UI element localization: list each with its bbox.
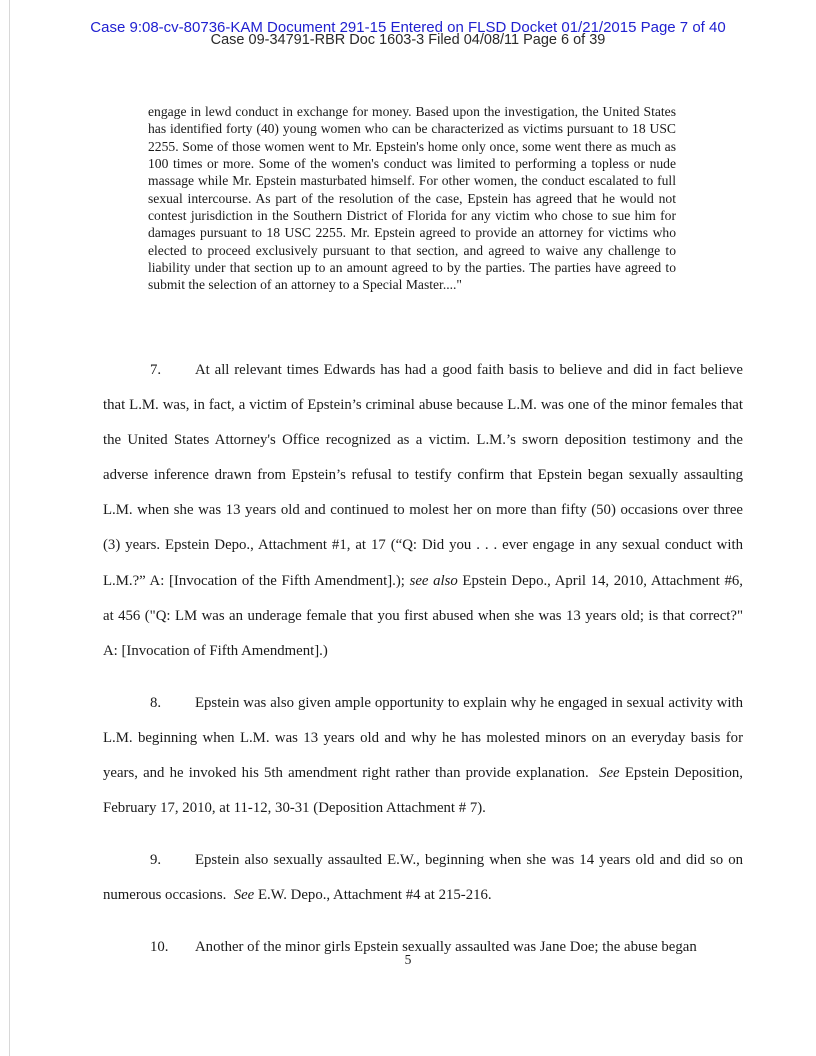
filing-header: Case 09-34791-RBR Doc 1603-3 Filed 04/08/11 Page 6 of 39	[210, 32, 606, 48]
paragraph-text: Another of the minor girls Epstein sexually assaulted was Jane Doe; the abuse began	[195, 939, 697, 956]
paragraph-8	[103, 686, 743, 826]
paragraph-number: 10.	[150, 939, 169, 956]
quoted-passage: engage in lewd conduct in exchange for money. Based upon the investigation, the United States has identified forty (40) young women who can be characterized as victims pursuant to 18 USC 2255. Some of those women went to Mr. Epstein's home only once, some went there as much as 100 times or more. Some of the women's conduct was limited to performing a topless or nude massage while Mr. Epstein masturbated himself. For other women, the conduct escalated to full sexual intercourse. As part of the resolution of the case, Epstein has agreed that he would not contest jurisdiction in the Southern District of Florida for any victim who chose to sue him for damages pursuant to 18 USC 2255. Mr. Epstein agreed to provide an attorney for victims who elected to proceed exclusively pursuant to that section, and agreed to waive any challenge to liability under that section up to an amount agreed to by the parties. The parties have agreed to submit the selection of an attorney to a Special Master...."	[148, 104, 676, 293]
paragraph-number: 7.	[150, 362, 162, 378]
court-docket-stamp: Case 9:08-cv-80736-KAM Document 291-15 Entered on FLSD Docket 01/21/2015 Page 7 of 40	[90, 19, 726, 36]
page-number: 5	[404, 952, 412, 967]
document-body	[103, 353, 743, 983]
paragraph-text: At all relevant times Edwards has had a good faith basis to believe and did in fact believe that L.M. was, in fact, a victim of Epstein’s criminal abuse because L.M. was one of the minor females that the United States Attorney's Office recognized as a victim. L.M.’s sworn deposition testimony and the adverse inference drawn from Epstein’s refusal to testify confirm that Epstein began sexually assaulting L.M. when she was 13 years old and continued to molest her on more than fifty (50) occasions over three (3) years. Epstein Depo., Attachment #1, at 17 (“Q: Did you . . . ever engage in any sexual conduct with L.M.?” A: [Invocation of the Fifth Amendment].);	[103, 362, 743, 589]
paragraph-text: E.W. Depo., Attachment #4 at 215-216.	[257, 887, 492, 904]
page-edge-rule	[9, 0, 10, 1056]
paragraph-7	[103, 353, 743, 669]
paragraph-text: Epstein also sexually assaulted E.W., beginning when she was 14 years old and did so on numerous occasions.	[103, 852, 743, 904]
citation-signal: See	[599, 765, 620, 782]
paragraph-text: Epstein Depo., April 14, 2010, Attachment #6, at 456 ("Q: LM was an underage female that you first abused when she was 13 years old; is that correct?" A: [Invocation of Fifth Amendment].)	[103, 572, 743, 659]
citation-signal: see also	[409, 572, 458, 589]
paragraph-number: 8.	[150, 694, 162, 711]
paragraph-text: Epstein Deposition, February 17, 2010, at 11-12, 30-31 (Deposition Attachment # 7).	[103, 765, 743, 817]
citation-signal: See	[233, 887, 255, 904]
paragraph-9	[103, 843, 743, 913]
paragraph-text: Epstein was also given ample opportunity to explain why he engaged in sexual activity with L.M. beginning when L.M. was 13 years old and why he has molested minors on an everyday basis for years, and he invoked his 5th amendment right rather than provide explanation.	[103, 694, 743, 782]
paragraph-number: 9.	[150, 852, 162, 869]
